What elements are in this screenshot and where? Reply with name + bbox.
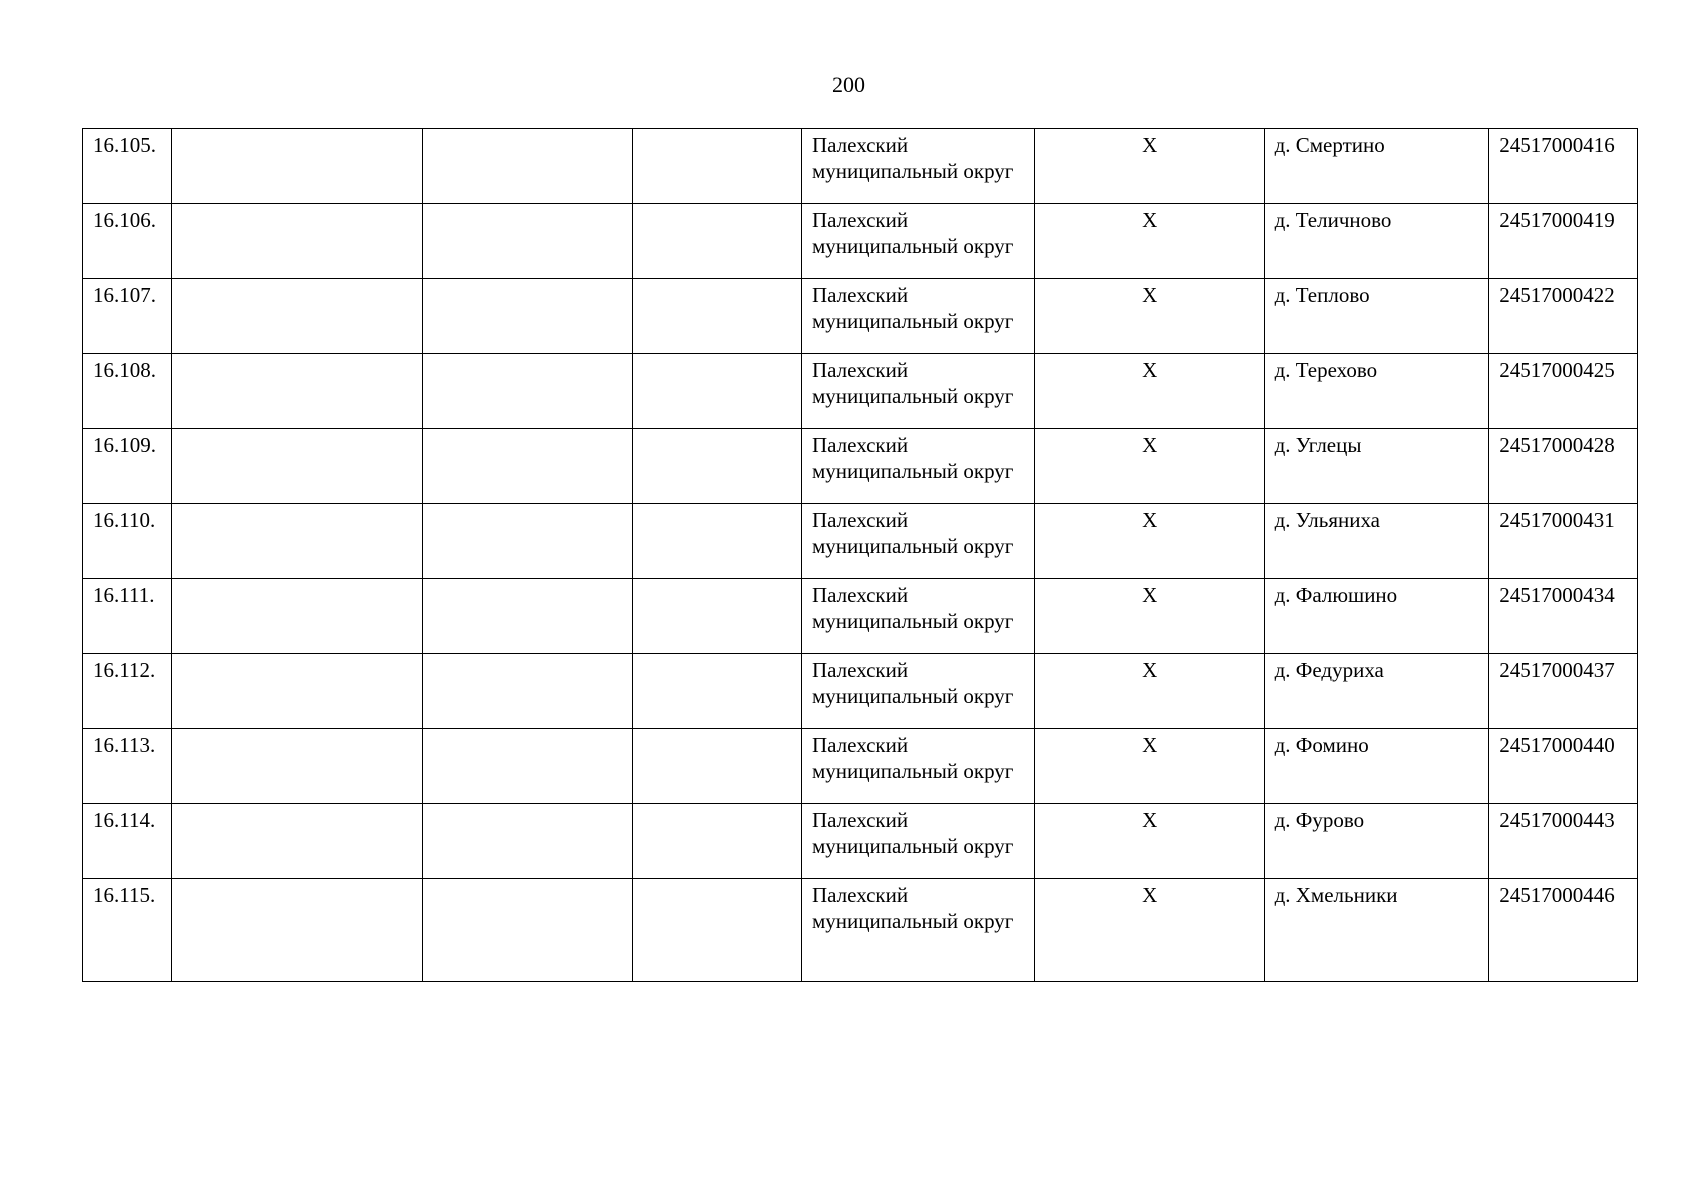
empty-cell [172, 654, 422, 729]
empty-cell [172, 579, 422, 654]
mark-cell: X [1034, 279, 1264, 354]
mark-cell: X [1034, 579, 1264, 654]
empty-cell [632, 354, 801, 429]
table-row [83, 204, 1638, 279]
table-row [83, 654, 1638, 729]
empty-cell [172, 129, 422, 204]
mark-cell: X [1034, 504, 1264, 579]
row-number-cell: 16.115. [83, 879, 172, 982]
table-body [83, 129, 1638, 982]
empty-cell [172, 429, 422, 504]
empty-cell [632, 279, 801, 354]
district-cell: Палехский муниципальный округ [802, 204, 1035, 279]
table-row [83, 804, 1638, 879]
row-number-cell: 16.111. [83, 579, 172, 654]
empty-cell [422, 279, 632, 354]
empty-cell [632, 879, 801, 982]
row-number-cell: 16.114. [83, 804, 172, 879]
district-cell: Палехский муниципальный округ [802, 654, 1035, 729]
code-cell: 24517000431 [1489, 504, 1638, 579]
empty-cell [422, 504, 632, 579]
row-number-cell: 16.112. [83, 654, 172, 729]
district-cell: Палехский муниципальный округ [802, 129, 1035, 204]
registry-table [82, 128, 1638, 982]
table-row [83, 879, 1638, 982]
empty-cell [172, 729, 422, 804]
mark-cell: X [1034, 879, 1264, 982]
empty-cell [422, 204, 632, 279]
empty-cell [632, 579, 801, 654]
code-cell: 24517000419 [1489, 204, 1638, 279]
empty-cell [172, 504, 422, 579]
settlement-cell: д. Фомино [1264, 729, 1489, 804]
district-cell: Палехский муниципальный округ [802, 729, 1035, 804]
district-cell: Палехский муниципальный округ [802, 804, 1035, 879]
code-cell: 24517000434 [1489, 579, 1638, 654]
empty-cell [422, 429, 632, 504]
empty-cell [632, 429, 801, 504]
mark-cell: X [1034, 429, 1264, 504]
settlement-cell: д. Теличново [1264, 204, 1489, 279]
settlement-cell: д. Федуриха [1264, 654, 1489, 729]
empty-cell [632, 504, 801, 579]
code-cell: 24517000425 [1489, 354, 1638, 429]
table-row [83, 129, 1638, 204]
settlement-cell: д. Теплово [1264, 279, 1489, 354]
empty-cell [632, 204, 801, 279]
row-number-cell: 16.106. [83, 204, 172, 279]
code-cell: 24517000440 [1489, 729, 1638, 804]
mark-cell: X [1034, 354, 1264, 429]
row-number-cell: 16.108. [83, 354, 172, 429]
mark-cell: X [1034, 654, 1264, 729]
table-row [83, 729, 1638, 804]
empty-cell [172, 804, 422, 879]
empty-cell [172, 279, 422, 354]
code-cell: 24517000428 [1489, 429, 1638, 504]
settlement-cell: д. Углецы [1264, 429, 1489, 504]
settlement-cell: д. Фалюшино [1264, 579, 1489, 654]
table-row [83, 279, 1638, 354]
empty-cell [172, 204, 422, 279]
district-cell: Палехский муниципальный округ [802, 279, 1035, 354]
mark-cell: X [1034, 204, 1264, 279]
mark-cell: X [1034, 804, 1264, 879]
empty-cell [422, 879, 632, 982]
empty-cell [422, 129, 632, 204]
settlement-cell: д. Терехово [1264, 354, 1489, 429]
empty-cell [632, 729, 801, 804]
row-number-cell: 16.107. [83, 279, 172, 354]
settlement-cell: д. Фурово [1264, 804, 1489, 879]
empty-cell [422, 729, 632, 804]
table-row [83, 504, 1638, 579]
page-number: 200 [832, 72, 865, 97]
district-cell: Палехский муниципальный округ [802, 579, 1035, 654]
empty-cell [172, 354, 422, 429]
row-number-cell: 16.109. [83, 429, 172, 504]
mark-cell: X [1034, 129, 1264, 204]
mark-cell: X [1034, 729, 1264, 804]
empty-cell [172, 879, 422, 982]
empty-cell [422, 579, 632, 654]
code-cell: 24517000416 [1489, 129, 1638, 204]
district-cell: Палехский муниципальный округ [802, 354, 1035, 429]
district-cell: Палехский муниципальный округ [802, 879, 1035, 982]
empty-cell [632, 654, 801, 729]
code-cell: 24517000446 [1489, 879, 1638, 982]
row-number-cell: 16.110. [83, 504, 172, 579]
settlement-cell: д. Смертино [1264, 129, 1489, 204]
empty-cell [632, 129, 801, 204]
row-number-cell: 16.113. [83, 729, 172, 804]
table-row [83, 354, 1638, 429]
table-row [83, 579, 1638, 654]
settlement-cell: д. Хмельники [1264, 879, 1489, 982]
empty-cell [632, 804, 801, 879]
row-number-cell: 16.105. [83, 129, 172, 204]
code-cell: 24517000437 [1489, 654, 1638, 729]
district-cell: Палехский муниципальный округ [802, 429, 1035, 504]
empty-cell [422, 654, 632, 729]
empty-cell [422, 804, 632, 879]
table-row [83, 429, 1638, 504]
code-cell: 24517000443 [1489, 804, 1638, 879]
code-cell: 24517000422 [1489, 279, 1638, 354]
empty-cell [422, 354, 632, 429]
settlement-cell: д. Ульяниха [1264, 504, 1489, 579]
district-cell: Палехский муниципальный округ [802, 504, 1035, 579]
